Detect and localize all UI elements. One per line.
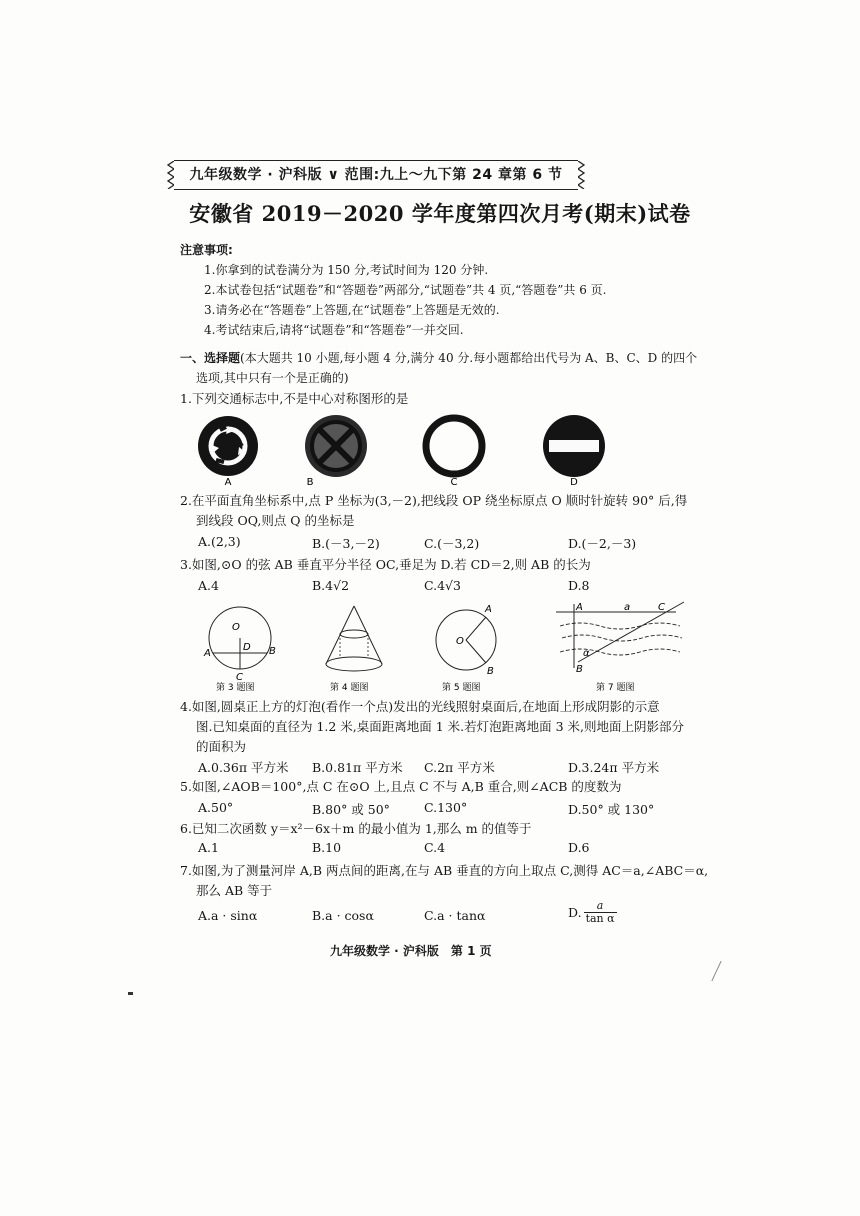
- svg-text:A: A: [204, 648, 211, 659]
- q3-option: D.8: [568, 578, 590, 593]
- q6-stem: 6.已知二次函数 y＝x²－6x＋m 的最小值为 1,那么 m 的值等于: [180, 821, 532, 836]
- sign-label: A: [224, 477, 232, 488]
- svg-text:B: B: [269, 646, 276, 657]
- q5-option: A.50°: [198, 800, 234, 815]
- q4-option: C.2π 平方米: [424, 760, 495, 775]
- q6-option: A.1: [198, 840, 219, 855]
- scan-mark: [711, 961, 721, 981]
- notice-heading: 注意事项:: [180, 243, 233, 257]
- q7-stem-2: 那么 AB 等于: [196, 883, 273, 898]
- svg-text:a: a: [624, 602, 631, 613]
- scan-speck: [128, 992, 133, 995]
- figure-caption: 第 4 题图: [330, 683, 369, 692]
- q2-option: D.(－2,－3): [568, 536, 637, 551]
- sign-b-no-stopping-icon: [305, 415, 367, 477]
- section-desc-2: 选项,其中只有一个是正确的): [196, 371, 349, 385]
- q4-stem-2: 图.已知桌面的直径为 1.2 米,桌面距离地面 1 米.若灯泡距离地面 3 米,则地面上阴影部分: [196, 719, 685, 734]
- sign-label: C: [450, 477, 458, 488]
- sign-d-no-entry-icon: [543, 415, 605, 477]
- svg-text:D: D: [243, 642, 251, 653]
- figure-4-cone-light: [326, 606, 382, 671]
- page-footer: 九年级数学 · 沪科版 第 1 页: [330, 944, 492, 958]
- svg-text:O: O: [456, 636, 464, 647]
- figures-row: [196, 596, 716, 692]
- section-desc: (本大题共 10 小题,每小题 4 分,满分 40 分.每小题都给出代号为 A、B、C、D 的四个: [240, 351, 698, 365]
- figure-caption: 第 3 题图: [216, 683, 255, 692]
- notice-item: 2.本试卷包括“试题卷”和“答题卷”两部分,“试题卷”共 4 页,“答题卷”共 6 页.: [204, 283, 607, 297]
- figure-7-river: [556, 602, 684, 675]
- q1-stem: 1.下列交通标志中,不是中心对称图形的是: [180, 391, 409, 406]
- q2-option: B.(－3,－2): [312, 536, 380, 551]
- q2-option: C.(－3,2): [424, 536, 480, 551]
- figure-caption: 第 5 题图: [442, 683, 481, 692]
- section-title: 一、选择题: [180, 351, 241, 365]
- q3-option: B.4√2: [312, 578, 350, 593]
- q7-stem: 7.如图,为了测量河岸 A,B 两点间的距离,在与 AB 垂直的方向上取点 C,测得 AC＝a,∠ABC＝α,: [180, 863, 709, 878]
- q7-option: A.a · sinα: [198, 908, 258, 923]
- fraction-denominator: tan α: [585, 912, 615, 925]
- svg-text:B: B: [487, 666, 494, 677]
- q2-stem-2: 到线段 OQ,则点 Q 的坐标是: [196, 513, 355, 528]
- svg-text:O: O: [232, 622, 240, 633]
- notice-item: 1.你拿到的试卷满分为 150 分,考试时间为 120 分钟.: [204, 263, 489, 277]
- zigzag-border-right: [578, 161, 586, 189]
- q7-option-d-prefix: D.: [568, 905, 582, 920]
- q7-option: C.a · tanα: [424, 908, 486, 923]
- q2-option: A.(2,3): [198, 534, 241, 549]
- scope-header: [174, 160, 578, 190]
- notice-item: 4.考试结束后,请将“试题卷”和“答题卷”一并交回.: [204, 323, 464, 337]
- figure-3-circle-chord: [203, 607, 276, 683]
- svg-text:A: A: [576, 602, 583, 613]
- q5-option: C.130°: [424, 800, 468, 815]
- traffic-signs: [190, 410, 730, 490]
- q7-option-d: [568, 900, 617, 925]
- q5-stem: 5.如图,∠AOB＝100°,点 C 在⊙O 上,且点 C 不与 A,B 重合,则∠ACB 的度数为: [180, 779, 622, 794]
- figure-caption: 第 7 题图: [596, 683, 635, 692]
- q3-option: A.4: [198, 578, 219, 593]
- q3-option: C.4√3: [424, 578, 461, 593]
- notice-item: 3.请务必在“答题卷”上答题,在“试题卷”上答题是无效的.: [204, 303, 500, 317]
- sign-c-ring-icon: [426, 418, 482, 474]
- svg-text:C: C: [658, 602, 665, 613]
- q4-option: B.0.81π 平方米: [312, 760, 403, 775]
- fraction-numerator: a: [596, 899, 604, 912]
- svg-text:B: B: [576, 664, 583, 675]
- figure-5-circle-angle: [436, 604, 496, 677]
- sign-label: D: [570, 477, 578, 488]
- q3-stem: 3.如图,⊙O 的弦 AB 垂直平分半径 OC,垂足为 D.若 CD＝2,则 AB 的长为: [180, 557, 591, 572]
- q4-stem-3: 的面积为: [196, 739, 247, 754]
- fraction: [584, 900, 617, 925]
- q5-option: B.80° 或 50°: [312, 802, 390, 817]
- q4-option: D.3.24π 平方米: [568, 760, 660, 775]
- svg-text:α: α: [583, 648, 590, 659]
- scope-text: 九年级数学 · 沪科版 ∨ 范围:九上～九下第 24 章第 6 节: [189, 167, 563, 183]
- q6-option: C.4: [424, 840, 446, 855]
- svg-text:A: A: [485, 604, 492, 615]
- sign-a-roundabout-icon: [198, 416, 258, 476]
- zigzag-border-left: [166, 161, 174, 189]
- section-header: [180, 350, 697, 366]
- q7-option: B.a · cosα: [312, 908, 374, 923]
- sign-label: B: [306, 477, 314, 488]
- svg-text:C: C: [236, 672, 243, 683]
- q2-stem: 2.在平面直角坐标系中,点 P 坐标为(3,－2),把线段 OP 绕坐标原点 O 顺时针旋转 90° 后,得: [180, 493, 688, 508]
- q4-option: A.0.36π 平方米: [198, 760, 289, 775]
- q6-option: D.6: [568, 840, 590, 855]
- q4-stem: 4.如图,圆桌正上方的灯泡(看作一个点)发出的光线照射桌面后,在地面上形成阴影的示意: [180, 699, 660, 714]
- q6-option: B.10: [312, 840, 342, 855]
- exam-title: 安徽省 2019－2020 学年度第四次月考(期末)试卷: [189, 201, 691, 226]
- q5-option: D.50° 或 130°: [568, 802, 655, 817]
